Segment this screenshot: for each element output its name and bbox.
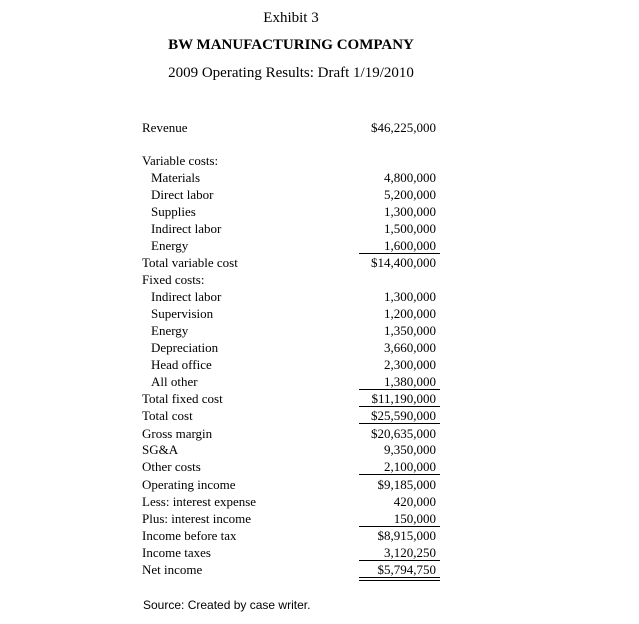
variable-costs-label: Variable costs: <box>142 153 219 168</box>
income-before-tax-row <box>142 527 440 544</box>
other-costs-label: Other costs <box>142 459 201 474</box>
fixed-item-row <box>142 322 440 339</box>
source-note: Source: Created by case writer. <box>143 598 311 612</box>
variable-item-row <box>142 186 440 203</box>
variable-item-label: Materials <box>151 170 201 185</box>
fixed-costs-label: Fixed costs: <box>142 272 205 287</box>
interest-income-label: Plus: interest income <box>142 511 252 526</box>
gross-margin-amount: $20,635,000 <box>371 426 436 441</box>
fixed-item-label: Head office <box>151 357 212 372</box>
sga-label: SG&A <box>142 442 179 457</box>
total-fixed-label: Total fixed cost <box>142 391 223 406</box>
variable-item-row <box>142 237 440 254</box>
variable-item-row <box>142 169 440 186</box>
revenue-amount: $46,225,000 <box>371 120 436 135</box>
fixed-item-row <box>142 373 440 390</box>
total-variable-row <box>142 254 440 271</box>
total-cost-row <box>142 407 440 424</box>
interest-expense-amount: 420,000 <box>393 494 436 509</box>
gross-margin-label: Gross margin <box>142 426 213 441</box>
income-taxes-amount: 3,120,250 <box>384 545 436 560</box>
fixed-item-amount: 1,380,000 <box>384 374 436 389</box>
total-fixed-row <box>142 390 440 407</box>
other-costs-row <box>142 458 440 475</box>
fixed-item-amount: 1,300,000 <box>384 289 436 304</box>
fixed-item-label: Energy <box>151 323 189 338</box>
revenue-row <box>142 119 440 136</box>
variable-item-row <box>142 220 440 237</box>
sga-row <box>142 441 440 458</box>
exhibit-label: Exhibit 3 <box>263 10 319 26</box>
income-before-tax-label: Income before tax <box>142 528 237 543</box>
fixed-costs-header <box>142 271 440 288</box>
variable-item-amount: 1,500,000 <box>384 221 436 236</box>
variable-item-label: Indirect labor <box>151 221 222 236</box>
income-taxes-row <box>142 544 440 561</box>
fixed-item-amount: 1,200,000 <box>384 306 436 321</box>
operating-income-label: Operating income <box>142 477 236 492</box>
total-variable-amount: $14,400,000 <box>371 255 436 270</box>
fixed-item-row <box>142 339 440 356</box>
total-cost-amount: $25,590,000 <box>371 408 436 423</box>
operating-income-amount: $9,185,000 <box>377 477 436 492</box>
variable-item-label: Energy <box>151 238 189 253</box>
fixed-item-row <box>142 288 440 305</box>
fixed-item-amount: 2,300,000 <box>384 357 436 372</box>
company-name: BW MANUFACTURING COMPANY <box>168 37 414 53</box>
variable-item-amount: 1,300,000 <box>384 204 436 219</box>
variable-item-row <box>142 203 440 220</box>
operating-income-row <box>142 476 440 493</box>
income-taxes-label: Income taxes <box>142 545 211 560</box>
other-costs-amount: 2,100,000 <box>384 459 436 474</box>
fixed-item-amount: 3,660,000 <box>384 340 436 355</box>
variable-item-amount: 1,600,000 <box>384 238 436 253</box>
interest-expense-label: Less: interest expense <box>142 494 257 509</box>
total-cost-label: Total cost <box>142 408 193 423</box>
variable-item-amount: 5,200,000 <box>384 187 436 202</box>
net-income-row <box>142 561 440 578</box>
report-subtitle: 2009 Operating Results: Draft 1/19/2010 <box>168 65 414 81</box>
variable-item-amount: 4,800,000 <box>384 170 436 185</box>
fixed-item-label: All other <box>151 374 198 389</box>
net-income-label: Net income <box>142 562 203 577</box>
variable-item-label: Direct labor <box>151 187 214 202</box>
net-income-amount: $5,794,750 <box>377 562 436 577</box>
income-before-tax-amount: $8,915,000 <box>377 528 436 543</box>
interest-expense-row <box>142 493 440 510</box>
sga-amount: 9,350,000 <box>384 442 436 457</box>
interest-income-row <box>142 510 440 527</box>
fixed-item-label: Depreciation <box>151 340 219 355</box>
variable-costs-header <box>142 152 440 169</box>
total-variable-label: Total variable cost <box>142 255 238 270</box>
interest-income-amount: 150,000 <box>393 511 436 526</box>
revenue-label: Revenue <box>142 120 188 135</box>
variable-item-label: Supplies <box>151 204 196 219</box>
fixed-item-row <box>142 356 440 373</box>
double-underline-rule <box>359 577 440 581</box>
fixed-item-amount: 1,350,000 <box>384 323 436 338</box>
total-fixed-amount: $11,190,000 <box>371 391 436 406</box>
subtotal-rule <box>359 423 440 424</box>
subtotal-rule <box>359 474 440 475</box>
fixed-item-label: Indirect labor <box>151 289 222 304</box>
fixed-item-label: Supervision <box>151 306 214 321</box>
gross-margin-row <box>142 425 440 442</box>
fixed-item-row <box>142 305 440 322</box>
